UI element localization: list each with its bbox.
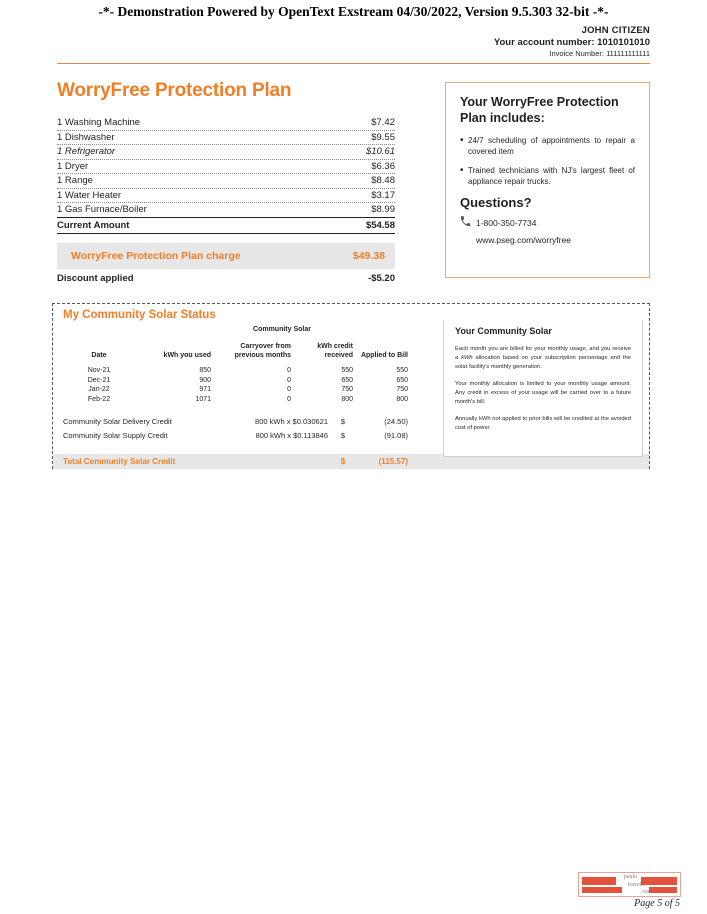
appliance-label: 1 Dryer — [57, 160, 89, 172]
appliance-label: 1 Dishwasher — [57, 131, 115, 143]
appliance-amount: $3.17 — [371, 189, 395, 201]
appliance-label: 1 Refrigerator — [57, 146, 116, 157]
table-header-row — [63, 343, 408, 365]
span-header-blank — [135, 326, 211, 343]
credit-amount: (91.08) — [384, 431, 408, 440]
phone-icon — [460, 216, 476, 229]
total-currency: $ — [340, 457, 346, 466]
worryfree-charge-label: WorryFree Protection Plan charge — [71, 249, 241, 262]
logo-text — [579, 874, 681, 897]
cell-credit: 750 — [341, 386, 353, 393]
cell-date: Dec-21 — [87, 376, 111, 384]
paragraph-part: allocation based on your subscription percentage and the solar facility's monthly generation. — [455, 354, 631, 370]
logo-line-1: paulo — [623, 874, 638, 880]
column-header-credit: kWh credit received — [317, 343, 353, 359]
cell-applied: 800 — [396, 395, 408, 403]
span-header-community-solar: Community Solar — [253, 326, 311, 333]
account-number: Your account number: 1010101010 — [493, 36, 650, 48]
cell-credit: 800 — [341, 395, 353, 403]
bullet-icon: • — [460, 135, 464, 147]
website-contact-row — [460, 235, 635, 245]
appliance-row — [57, 160, 395, 175]
current-amount-value: $54.58 — [365, 219, 395, 231]
invoice-number: Invoice Number: 111111111111 — [549, 48, 650, 58]
bullet-text: Trained technicians with NJ's largest fleet of appliance repair trucks. — [468, 165, 635, 186]
column-header-carryover: Carryover from previous months — [234, 343, 291, 359]
questions-title: Questions? — [460, 195, 532, 211]
your-community-solar-box — [443, 320, 643, 457]
appliance-label: 1 Washing Machine — [57, 117, 141, 128]
cell-kwh-used: 850 — [199, 367, 211, 374]
cell-date: Jan-22 — [88, 386, 110, 393]
appliance-amount: $10.61 — [365, 146, 395, 157]
your-community-solar-paragraph: Annually kWh not applied to prior bills will be credited at the avoided cost of power. — [455, 415, 631, 431]
appliance-amount: $9.55 — [371, 131, 395, 143]
page-number: Page 5 of 5 — [634, 898, 680, 909]
worryfree-section — [57, 80, 395, 284]
column-header-kwh-used: kWh you used — [163, 351, 211, 359]
cell-applied: 750 — [396, 386, 408, 393]
appliance-label: 1 Water Heater — [57, 189, 122, 201]
cell-carryover: 0 — [287, 376, 291, 384]
current-amount-row — [57, 217, 395, 234]
appliance-row — [57, 203, 395, 217]
cell-kwh-used: 971 — [199, 386, 211, 393]
demo-banner: -*- Demonstration Powered by OpenText Exstream 04/30/2022, Version 9.5.303 32-bit -*- — [98, 4, 609, 19]
span-header-blank — [63, 326, 135, 343]
cell-carryover: 0 — [287, 386, 291, 393]
table-row — [63, 384, 408, 394]
solar-credit-rows — [63, 417, 408, 445]
table-row — [63, 393, 408, 403]
worryfree-charge-row — [57, 243, 395, 269]
discount-label: Discount applied — [57, 272, 134, 284]
includes-bullet-list — [460, 136, 635, 187]
solar-credit-row — [63, 431, 408, 440]
website-link[interactable]: www.pseg.com/worryfree — [476, 235, 571, 246]
community-solar-title: My Community Solar Status — [63, 309, 216, 321]
logo-line-2: travels. — [627, 881, 646, 888]
appliance-row — [57, 174, 395, 189]
your-community-solar-paragraph — [455, 345, 631, 372]
cell-date: Nov-21 — [87, 367, 111, 374]
cell-applied: 650 — [396, 376, 408, 384]
credit-amount: (24.50) — [384, 417, 408, 426]
current-amount-label: Current Amount — [57, 219, 130, 231]
worryfree-title: WorryFree Protection Plan — [57, 80, 292, 101]
discount-row — [57, 269, 395, 284]
total-amount: (115.57) — [378, 457, 408, 466]
span-header-blank — [353, 326, 408, 343]
total-label: Total Community Solar Credit — [63, 457, 176, 466]
list-item — [460, 166, 635, 188]
your-community-solar-paragraph: Your monthly allocation is limited to your monthly usage amount. Any credit in excess of your usage will be carried over to a future month's bill. — [455, 380, 631, 405]
cell-date: Feb-22 — [87, 395, 111, 403]
appliance-row — [57, 145, 395, 160]
appliance-amount: $6.36 — [371, 160, 395, 172]
paragraph-part: Each month you are billed for your monthly usage, and you receive a — [455, 346, 631, 361]
header-divider — [57, 63, 650, 64]
appliance-amount: $8.99 — [371, 204, 395, 215]
cell-kwh-used: 900 — [199, 376, 211, 384]
cell-credit: 550 — [341, 367, 353, 374]
paragraph-part-italic: kWh — [461, 354, 473, 361]
bullet-icon: • — [460, 164, 464, 176]
cell-credit: 650 — [341, 376, 353, 384]
phone-contact-row — [460, 216, 635, 229]
discount-value: -$5.20 — [368, 272, 395, 284]
your-community-solar-title: Your Community Solar — [455, 326, 552, 336]
cell-carryover: 0 — [287, 367, 291, 374]
table-row — [63, 365, 408, 375]
logo-line-3: com — [642, 889, 653, 895]
table-span-header-row — [63, 326, 408, 343]
appliance-label: 1 Range — [57, 175, 93, 186]
cell-kwh-used: 1071 — [195, 395, 211, 403]
credit-calculation: 800 kWh x $0.113846 — [255, 431, 328, 440]
solar-credit-row — [63, 417, 408, 426]
appliance-row — [57, 116, 395, 131]
credit-calculation: 800 kWh x $0.030621 — [255, 417, 328, 426]
appliance-amount: $8.48 — [371, 175, 395, 186]
worryfree-charge-value: $49.38 — [352, 249, 385, 262]
column-header-applied: Applied to Bill — [360, 351, 408, 359]
cell-carryover: 0 — [287, 395, 291, 403]
table-row — [63, 374, 408, 384]
customer-name: JOHN CITIZEN — [581, 25, 650, 36]
appliance-label: 1 Gas Furnace/Boiler — [57, 204, 147, 215]
account-header — [494, 26, 650, 58]
bullet-text: 24/7 scheduling of appointments to repair a covered item — [468, 136, 635, 157]
list-item — [460, 136, 635, 158]
community-solar-table — [63, 326, 408, 403]
includes-title: Your WorryFree Protection Plan includes: — [460, 95, 619, 125]
credit-currency: $ — [340, 417, 346, 426]
credit-currency: $ — [340, 431, 346, 440]
phone-number[interactable]: 1-800-350-7734 — [476, 217, 537, 228]
worryfree-includes-box — [445, 82, 650, 278]
column-header-date: Date — [91, 351, 107, 359]
appliance-row — [57, 131, 395, 146]
appliance-amount: $7.42 — [371, 117, 395, 128]
appliance-row — [57, 189, 395, 204]
paulo-travels-logo — [578, 872, 681, 897]
cell-applied: 550 — [396, 367, 408, 374]
credit-label: Community Solar Delivery Credit — [63, 417, 172, 426]
credit-label: Community Solar Supply Credit — [63, 431, 168, 440]
